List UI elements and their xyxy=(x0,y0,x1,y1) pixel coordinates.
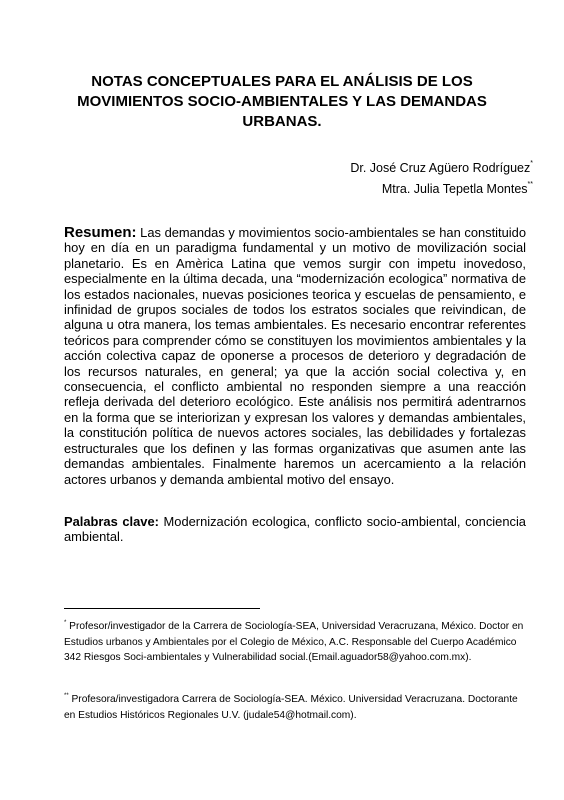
keywords-label: Palabras clave: xyxy=(64,514,159,529)
keywords-paragraph xyxy=(64,514,526,545)
author-name: Mtra. Julia Tepetla Montes xyxy=(381,182,528,196)
footnote-marker: ** xyxy=(64,693,69,699)
footnote-text: Profesor/investigador de la Carrera de Sociología-SEA, Universidad Veracruzana, México. Doctor en Estudios urbanos y Ambientales por el Colegio de México, A.C. Responsable del Cuerpo Académico 342 Riesgos Soci-ambientales y Vulnerabilidad social.(Email.aguador58@yahoo.com.mx). xyxy=(64,621,524,663)
paper-title xyxy=(60,72,504,132)
author-2 xyxy=(350,179,533,200)
title-line: MOVIMIENTOS SOCIO-AMBIENTALES Y LAS DEMANDAS xyxy=(77,93,487,110)
footnote-2 xyxy=(64,692,526,723)
title-line: URBANAS. xyxy=(242,113,322,130)
abstract-text: Las demandas y movimientos socio-ambientales se han constituido hoy en día en un paradigma fundamental y un motivo de movilización social planetario. Es en Amèrica Latina que vemos surgir con impetu inovedoso, especialmente en la última decada, una “modernización ecologica” normativa de los estados nacionales, nuevas posiciones teorica y escuelas de pensamiento, e infinidad de grupos sociales de todos los estratos sociales que reivindican, de alguna u otra manera, los temas ambientales. Es necesario encontrar referentes teóricos para comprender cómo se constituyen los movimientos ambientales y la acción colectiva capaz de oponerse a procesos de deterioro y degradación de los recursos naturales, en general; ya que la acción social colectiva y, en consecuencia, el conflicto ambiental no responden siempre a una reacción refleja derivada del deterioro ecológico. Este análisis nos permitirá adentrarnos en la forma que se interiorizan y expresan los valores y demandas ambientales, la constitución política de nuevos actores sociales, las debilidades y fortalezas estructurales que los definen y las formas organizativas que asumen ante las demandas ambientales. Finalmente haremos un acercamiento a la relación actores urbanos y demanda ambiental motivo del ensayo. xyxy=(64,225,526,487)
abstract-paragraph xyxy=(64,225,526,487)
author-list xyxy=(350,158,533,200)
title-line: NOTAS CONCEPTUALES PARA EL ANÁLISIS DE LOS xyxy=(91,73,473,90)
footnote-1 xyxy=(64,619,526,666)
abstract-label: Resumen: xyxy=(64,224,137,241)
footnote-text: Profesora/investigadora Carrera de Sociología-SEA. México. Universidad Veracruzana. Doctorante en Estudios Históricos Regionales U.V. (judale54@hotmail.com). xyxy=(64,694,518,721)
footnote-marker: * xyxy=(530,160,533,167)
footnote-separator xyxy=(64,608,260,609)
author-1 xyxy=(350,158,533,179)
keywords-text: Modernización ecologica, conflicto socio-ambiental, conciencia ambiental. xyxy=(64,514,526,545)
footnote-marker: ** xyxy=(527,181,533,188)
author-name: Dr. José Cruz Agüero Rodríguez xyxy=(350,161,531,175)
footnote-marker: * xyxy=(64,620,67,626)
